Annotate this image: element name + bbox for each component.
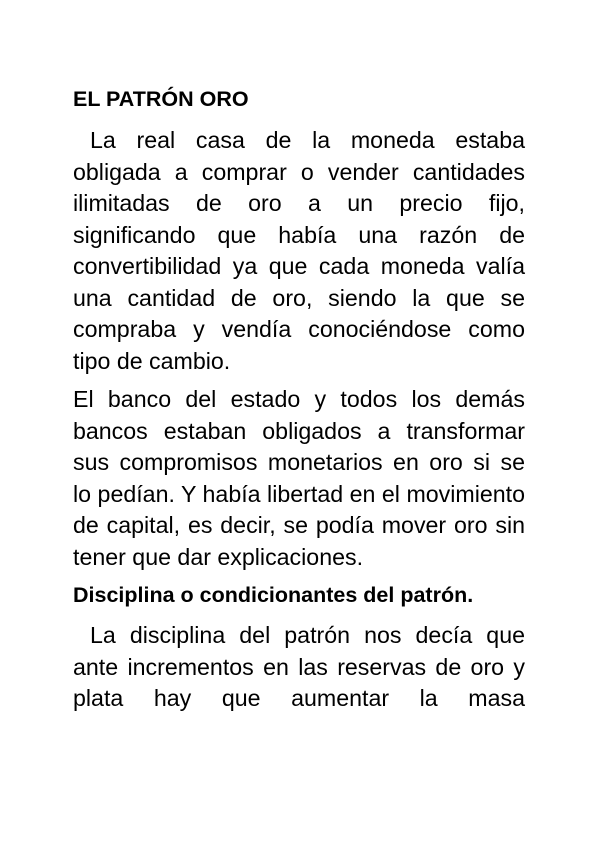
document-page [73,84,525,722]
paragraph-banco: El banco del estado y todos los demás bancos estaban obligados a transformar sus compromisos monetarios en oro si se lo pedían. Y había libertad en el movimiento de capital, es decir, se podía mover oro sin tener que dar explicaciones. [73,386,525,570]
paragraph-disciplina: La disciplina del patrón nos decía que ante incrementos en las reservas de oro y plata hay que aumentar la masa [73,622,525,711]
paragraph-moneda: La real casa de la moneda estaba obligada a comprar o vender cantidades ilimitadas de oro a un precio fijo, significando que había una razón de convertibilidad ya que cada moneda valía una cantidad de oro, siendo la que se compraba y vendía conociéndose como tipo de cambio. [73,127,525,374]
section-subheading: Disciplina o condicionantes del patrón. [73,583,474,607]
document-title: EL PATRÓN ORO [73,87,249,111]
